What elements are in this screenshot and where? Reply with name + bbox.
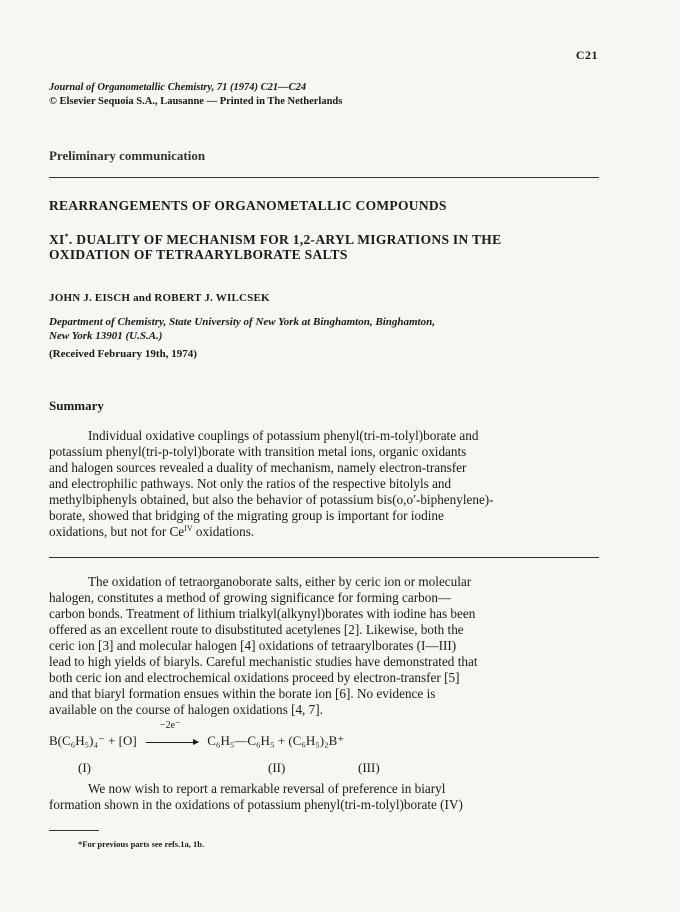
compound-label-I: (I) <box>78 760 91 775</box>
section-type-label: Preliminary communication <box>49 148 206 163</box>
body-line: and that biaryl formation ensues within the borate ion [6]. No evidence is <box>49 686 436 701</box>
summary-last-line <box>49 524 254 540</box>
header-rule <box>49 177 599 178</box>
continuation-line: We now wish to report a remarkable reversal of preference in biaryl <box>88 781 446 796</box>
title-footnote-mark: * <box>64 232 69 241</box>
body-line: ceric ion [3] and molecular halogen [4] oxidations of tetraarylborates (I—III) <box>49 638 457 653</box>
summary-line-end: oxidations. <box>192 524 255 539</box>
reaction-equation <box>49 720 345 749</box>
paper-title-line2 <box>49 232 501 248</box>
summary-line: and halogen sources revealed a duality of mechanism, namely electron-transfer <box>49 460 467 475</box>
cerium-oxidation-state: IV <box>184 524 193 533</box>
summary-line-text: oxidations, but not for Ce <box>49 524 185 539</box>
summary-heading: Summary <box>49 398 104 413</box>
journal-citation: Journal of Organometallic Chemistry, 71 (1974) C21—C24 <box>49 82 307 93</box>
body-line: both ceric ion and electrochemical oxidations proceed by electron-transfer [5] <box>49 670 460 685</box>
copyright-line: © Elsevier Sequoia S.A., Lausanne — Printed in The Netherlands <box>49 96 343 107</box>
received-date: (Received February 19th, 1974) <box>49 348 197 360</box>
body-line: available on the course of halogen oxidations [4, 7]. <box>49 702 323 717</box>
series-number: XI <box>49 232 65 247</box>
body-line: offered as an excellent route to disubstituted acetylenes [2]. Likewise, both the <box>49 622 464 637</box>
equation-product2: (C₆H₅)₂B⁺ <box>288 733 345 748</box>
equation-product1: C₆H₅—C₆H₅ <box>207 733 275 748</box>
summary-line: Individual oxidative couplings of potassium phenyl(tri-m-tolyl)borate and <box>88 428 479 443</box>
summary-line: and electrophilic pathways. Not only the ratios of the respective bitolyls and <box>49 476 452 491</box>
summary-line: potassium phenyl(tri-p-tolyl)borate with transition metal ions, organic oxidants <box>49 444 467 459</box>
body-line: carbon bonds. Treatment of lithium trialkyl(alkynyl)borates with iodine has been <box>49 606 476 621</box>
equation-reactant: B(C₆H₅)₄⁻ + [O] <box>49 733 137 748</box>
footnote: *For previous parts see refs.1a, 1b. <box>78 839 205 849</box>
summary-line: methylbiphenyls obtained, but also the behavior of potassium bis(o,o′-biphenylene)- <box>49 492 494 507</box>
affiliation-line1: Department of Chemistry, State University of New York at Binghamton, Binghamton, <box>49 316 435 328</box>
paper-title-line1: REARRANGEMENTS OF ORGANOMETALLIC COMPOUNDS <box>49 198 447 213</box>
summary-line: borate, showed that bridging of the migrating group is important for iodine <box>49 508 444 523</box>
body-line: lead to high yields of biaryls. Careful mechanistic studies have demonstrated that <box>49 654 478 669</box>
author-list: JOHN J. EISCH and ROBERT J. WILCSEK <box>49 292 270 304</box>
affiliation-line2: New York 13901 (U.S.A.) <box>49 330 163 342</box>
arrow-label: −2e⁻ <box>159 720 181 731</box>
body-line: The oxidation of tetraorganoborate salts, either by ceric ion or molecular <box>88 574 472 589</box>
footnote-rule <box>49 830 99 831</box>
body-line: halogen, constitutes a method of growing significance for forming carbon— <box>49 590 452 605</box>
continuation-line: formation shown in the oxidations of potassium phenyl(tri-m-tolyl)borate (IV) <box>49 797 463 812</box>
reaction-arrow-icon <box>146 720 198 749</box>
page-number: C21 <box>575 48 598 62</box>
summary-rule <box>49 557 599 558</box>
compound-label-II: (II) <box>268 760 286 775</box>
compound-label-III: (III) <box>358 760 380 775</box>
equation-plus: + <box>277 733 286 748</box>
paper-title-line3: OXIDATION OF TETRAARYLBORATE SALTS <box>49 247 348 262</box>
title-line2-text: . DUALITY OF MECHANISM FOR 1,2-ARYL MIGRATIONS IN THE <box>68 232 502 247</box>
